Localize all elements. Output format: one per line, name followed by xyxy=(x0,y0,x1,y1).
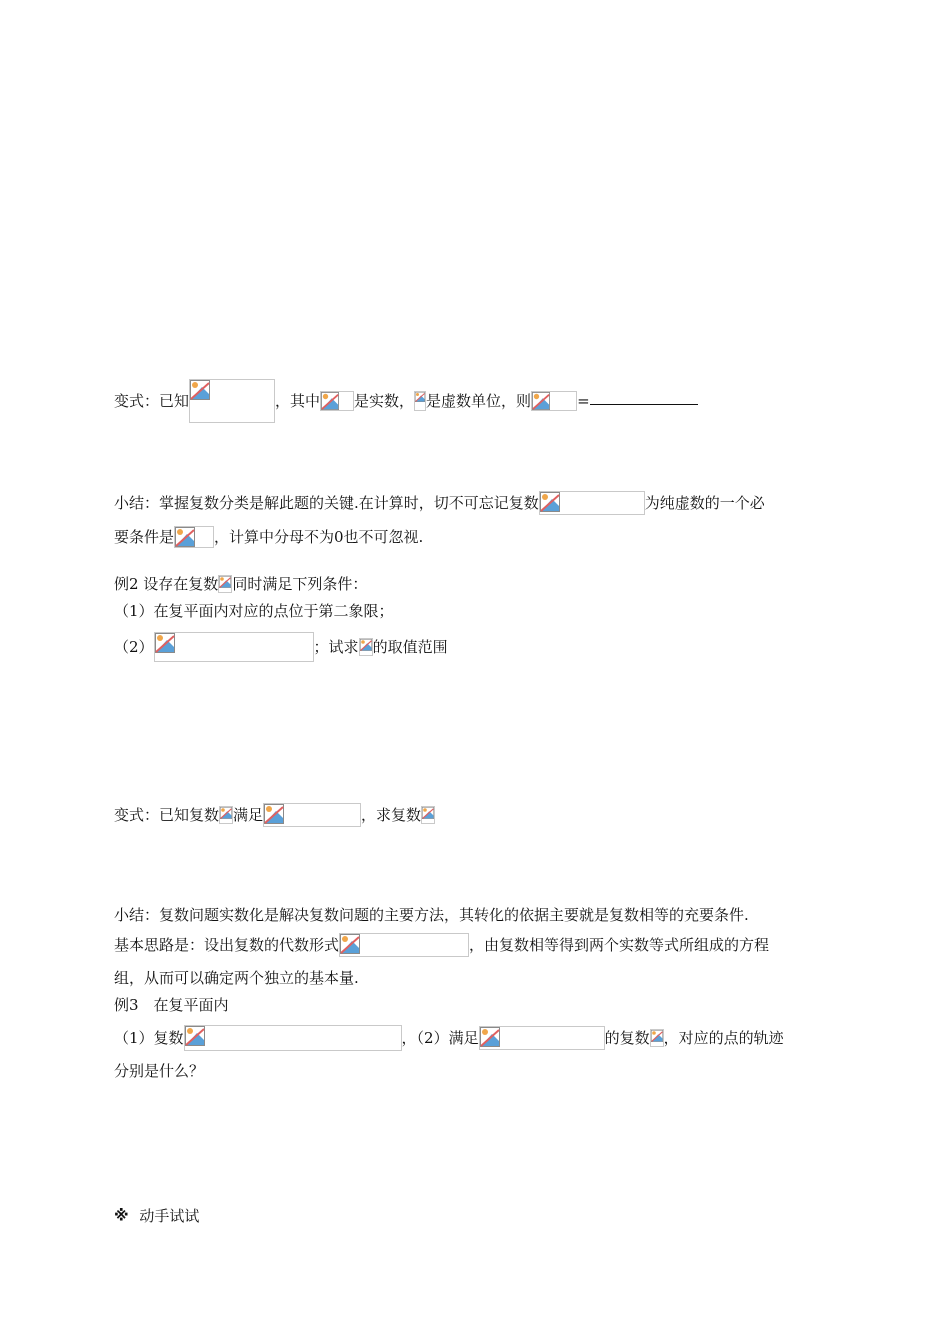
example3-line2: 分别是什么？ xyxy=(114,1062,205,1080)
broken-image-icon xyxy=(154,632,314,662)
broken-image-icon xyxy=(219,806,233,824)
broken-image-icon xyxy=(189,379,275,423)
broken-image-icon xyxy=(359,638,373,656)
summary1-line2: 要条件是 ，计算中分母不为0也不可忽视. xyxy=(114,528,424,546)
broken-image-icon xyxy=(184,1025,402,1051)
broken-image-icon xyxy=(414,391,426,411)
broken-image-icon xyxy=(339,933,469,957)
summary2-line2: 基本思路是：设出复数的代数形式 ，由复数相等得到两个实数等式所组成的方程 xyxy=(114,933,769,955)
example2-title: 例2 设存在复数 同时满足下列条件： xyxy=(114,575,368,593)
example2-item2: （2） ；试求 的取值范围 xyxy=(114,632,448,654)
example3-line1: （1）复数 ，（2）满足 的复数 ，对应的点的轨迹 xyxy=(114,1025,784,1047)
practice-heading: ※ 动手试试 xyxy=(114,1206,200,1225)
variant2-line: 变式：已知复数 满足 ，求复数 xyxy=(114,803,435,825)
example3-title: 例3 在复平面内 xyxy=(114,996,229,1014)
variant1-prefix: 变式：已知 xyxy=(114,392,190,410)
summary2-line3: 组，从而可以确定两个独立的基本量. xyxy=(114,969,359,987)
answer-blank xyxy=(590,394,698,405)
variant1-line: 变式：已知 ，其中 是实数， 是虚数单位，则 = xyxy=(114,379,698,401)
broken-image-icon xyxy=(650,1029,664,1047)
broken-image-icon xyxy=(174,526,214,548)
broken-image-icon xyxy=(320,391,354,411)
broken-image-icon xyxy=(421,806,435,824)
broken-image-icon xyxy=(263,803,361,827)
example2-item1: （1）在复平面内对应的点位于第二象限； xyxy=(114,602,394,620)
summary2-line1: 小结：复数问题实数化是解决复数问题的主要方法，其转化的依据主要就是复数相等的充要条件. xyxy=(114,906,749,924)
summary1-line1: 小结：掌握复数分类是解此题的关键.在计算时，切不可忘记复数 为纯虚数的一个必 xyxy=(114,491,765,513)
reference-mark: ※ xyxy=(114,1206,129,1225)
broken-image-icon xyxy=(218,575,232,593)
broken-image-icon xyxy=(531,391,577,411)
broken-image-icon xyxy=(479,1026,605,1050)
broken-image-icon xyxy=(539,491,645,515)
